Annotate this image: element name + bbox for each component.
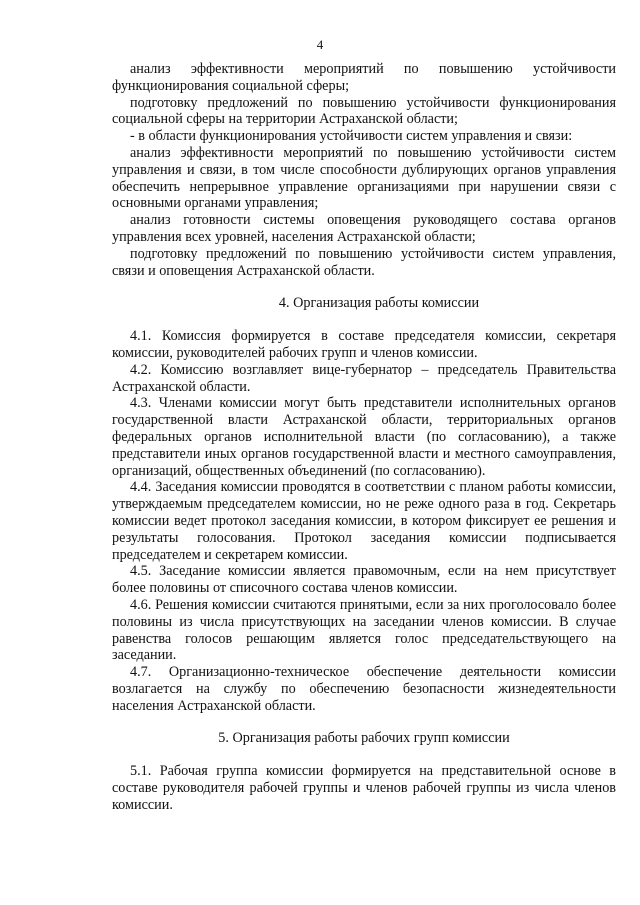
document-body [112, 61, 616, 814]
paragraph: подготовку предложений по повышению устойчивости систем управления, связи и оповещения Астраханской области. [112, 245, 616, 279]
paragraph-4-1: 4.1. Комиссия формируется в составе председателя комиссии, секретаря комиссии, руководителей рабочих групп и членов комиссии. [112, 328, 616, 361]
paragraph-4-2: 4.2. Комиссию возглавляет вице-губернатор – председатель Правительства Астраханской области. [112, 361, 616, 395]
section-4-heading: 4. Организация работы комиссии [278, 295, 480, 312]
paragraph-4-4: 4.4. Заседания комиссии проводятся в соответствии с планом работы комиссии, утверждаемым председателем комиссии, но не реже одного раза в год. Секретарь комиссии ведет протокол заседания комиссии, в котором фиксирует ее решения и результаты голосования. Протокол заседания комиссии подписывается председателем и секретарем комиссии. [112, 479, 616, 563]
paragraph-5-1: 5.1. Рабочая группа комиссии формируется на представительной основе в составе руководителя рабочей группы и членов рабочей группы из числа членов комиссии. [112, 763, 616, 813]
paragraph: анализ эффективности мероприятий по повышению устойчивости систем управления и связи, в том числе способности дублирующих органов управления обеспечить непрерывное управление организациями при нарушении связи с основными органами управления; [112, 144, 616, 212]
paragraph: - в области функционирования устойчивости систем управления и связи: [130, 128, 573, 145]
page-number: 4 [316, 37, 324, 52]
paragraph-4-5: 4.5. Заседание комиссии является правомочным, если на нем присутствует более половины от списочного состава членов комиссии. [112, 563, 616, 597]
paragraph: анализ эффективности мероприятий по повышению устойчивости функционирования социальной сферы; [112, 61, 616, 94]
paragraph-4-3: 4.3. Членами комиссии могут быть представители исполнительных органов государственной власти Астраханской области, территориальных органов федеральных органов исполнительной власти (по согласованию), а также представители иных органов государственной власти и местного самоуправления, организаций, общественных объединений (по согласованию). [112, 395, 616, 479]
paragraph-4-6: 4.6. Решения комиссии считаются принятыми, если за них проголосовало более половины из числа присутствующих на заседании членов комиссии. В случае равенства голосов решающим является голос председательствующего на заседании. [112, 596, 616, 664]
paragraph: анализ готовности системы оповещения руководящего состава органов управления всех уровней, населения Астраханской области; [112, 212, 616, 245]
section-5-heading: 5. Организация работы рабочих групп комиссии [218, 730, 510, 747]
paragraph-4-7: 4.7. Организационно-техническое обеспечение деятельности комиссии возлагается на службу по обеспечению безопасности жизнедеятельности населения Астраханской области. [112, 664, 616, 714]
paragraph: подготовку предложений по повышению устойчивости функционирования социальной сферы на территории Астраханской области; [112, 94, 616, 128]
